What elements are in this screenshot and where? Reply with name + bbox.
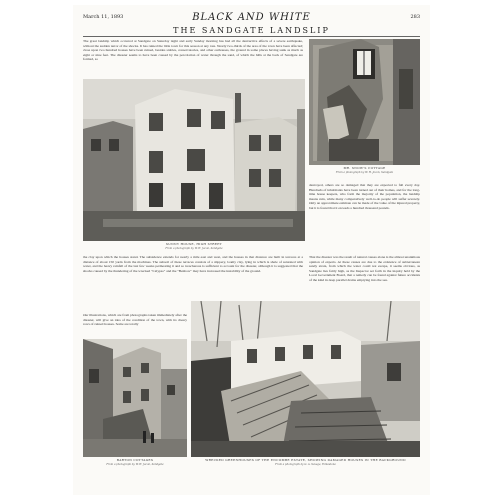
photo-sunny-house <box>83 79 305 241</box>
page-header <box>73 12 430 24</box>
intro-paragraph: The great landslip which occurred at Sandgate on Saturday night and early Sunday morning has had all the destructive effects of a severe earthquake, without the sudden terror of the shocks. It has ruined the little town for this season at any rate. Nearly two-thirds of the area of the town have been affected; close upon two hundred houses have been ruined, besides stables, conservatories, and other outhouses, the ground in some places having sunk as much as eight or nine feet. The disaster seems to have been caused by the percolation of water through the sand, of which the hills at the back of Sandgate are formed, so <box>83 39 303 62</box>
column-right-bottom: That the disaster was the result of natural causes alone is the almost unanimous opinion of experts. At these causes are due to the existence of subterranean sandy strata, from which the water could not escape, it seems obvious, as Sandgate lies fairly high, as the Inspector set forth in the inquiry held by the Local Government Board, that a remedy can be found against future accidents of the kind in deep parallel drains emptying into the sea. <box>309 255 420 282</box>
caption-sunny-house: SUNNY HOUSE, HIGH STREET From a photograph by W. H. Jacob, Sandgate <box>165 242 223 250</box>
magazine-page <box>73 5 430 495</box>
photo-snow-cottage <box>309 39 420 165</box>
column-left-bottom: Our illustrations, which are from photographs taken immediately after the disaster, will give an idea of the condition of the town, with its dreary rows of ruined houses. Some are totally <box>83 313 187 327</box>
photo-barton-cottages <box>83 339 187 457</box>
header-rule <box>83 36 420 37</box>
caption-wrecked-greenhouses: WRECKED GREENHOUSES OF THE ENCOMBE ESTATE, SHOWING DAMAGED HOUSES IN THE BACKGROUND From a photograph by G. A. Savage, Folkestone <box>205 458 406 466</box>
masthead: BLACK AND WHITE <box>192 12 311 23</box>
column-right-middle: destroyed, others are so damaged that they are expected to fall every day. Hundreds of inhabitants have been turned out of their homes, and for the long-time house keepers, who form the majority of the population, the landslip means ruin, while many comparatively well-to-do people will suffer severely. Only an approximate estimate can be made of the value of the injured property, but it is found that it exceeds a hundred thousand pounds. <box>309 183 420 210</box>
article-title: THE SANDGATE LANDSLIP <box>173 26 330 35</box>
issue-date: March 11, 1893 <box>83 14 124 20</box>
photo-wrecked-greenhouses <box>191 301 420 457</box>
caption-barton-cottages: BARTON COTTAGES From a photograph by W. H. Jacob, Sandgate <box>106 458 164 466</box>
page-number: 283 <box>410 14 420 20</box>
column-left-middle: the clay upon which the houses stand. The subsidence extends for nearly a mile east and west, and the houses in that distance are built in terraces at a distance of about 150 yards from the machines. The subsoil of these terraces consists of a slippery, loamy clay, lying in which is shale of saturated with water, and the heavy rainfall of the last few weeks permeating it and so treacherous is sufficient to account for the disaster, although it is suggested that the shocks caused by the thundering of the wrecked "Calypso" and the "Benbow" may have increased the instability of the ground. <box>83 255 303 273</box>
caption-snow-cottage: MR. SNOW'S COTTAGE From a photograph by W. H. Jacob, Sandgate <box>335 166 394 174</box>
